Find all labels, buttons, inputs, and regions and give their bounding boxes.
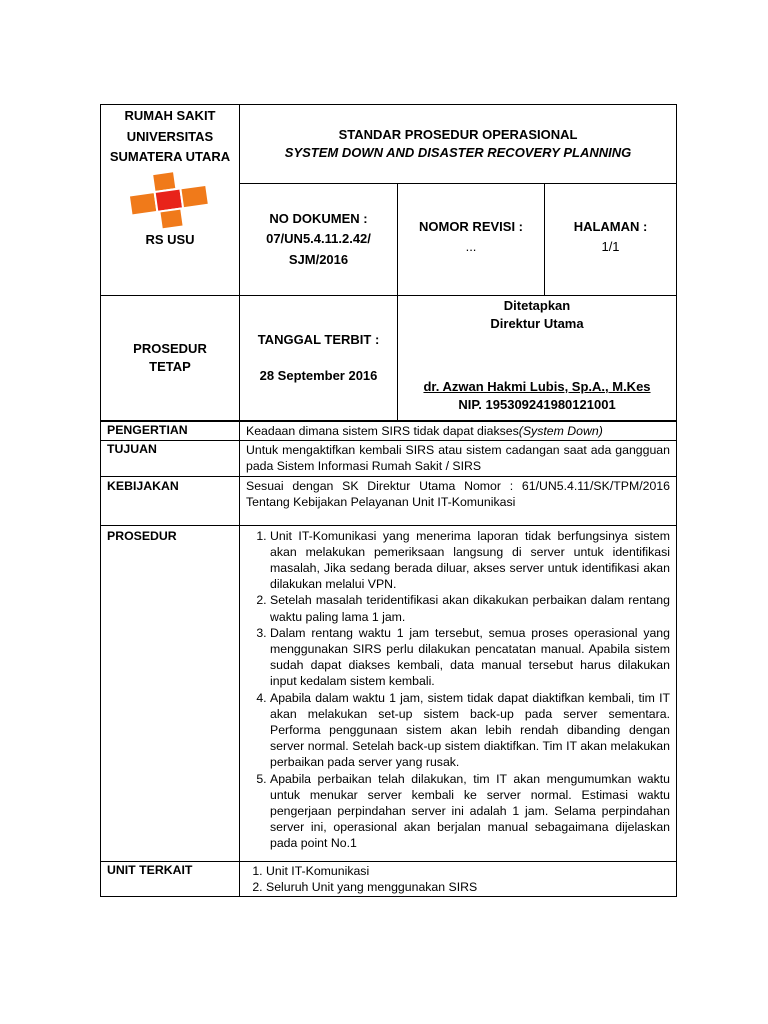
pengertian-row	[101, 422, 677, 441]
logo-label: RS USU	[145, 231, 195, 247]
revision-cell	[398, 184, 545, 296]
sop-header-table	[100, 104, 677, 296]
director-name: dr. Azwan Hakmi Lubis, Sp.A., M.Kes	[423, 379, 651, 394]
sop-body-table	[100, 421, 677, 897]
issue-date-cell	[240, 296, 398, 421]
procedure-type-label-2: TETAP	[149, 359, 191, 374]
list-item: 5. Apabila perbaikan telah dilakukan, tim IT akan mengumumkan waktu untuk menukar server kembali ke server normal. Estimasi waktu pengerjaan perpindahan server ini adalah 1 jam. Selama perpindahan server ini, operasional akan berjalan manual sebagaimana dijelaskan pada point No.1	[270, 771, 670, 852]
list-item: 2. Setelah masalah teridentifikasi akan dikakukan perbaikan dalam rentang waktu paling lama 1 jam.	[270, 592, 670, 624]
pengertian-value: Keadaan dimana sistem SIRS tidak dapat diakses(System Down)	[240, 422, 677, 441]
sop-subtitle: SYSTEM DOWN AND DISASTER RECOVERY PLANNING	[284, 145, 632, 160]
tujuan-label: TUJUAN	[101, 441, 240, 476]
list-item: 2. Seluruh Unit yang menggunakan SIRS	[266, 879, 670, 895]
list-item: 3. Dalam rentang waktu 1 jam tersebut, semua proses operasional yang menggunakan SIRS perlu dilakukan pencatatan manual. Apabila sistem sudah dapat diakses kembali, data manual tersebut harus dilakukan input kedalam sistem kembali.	[270, 625, 670, 690]
kebijakan-label: KEBIJAKAN	[101, 476, 240, 525]
set-by-label: Ditetapkan	[503, 298, 571, 313]
rs-usu-cross-logo-icon	[120, 170, 220, 230]
tujuan-value: Untuk mengaktifkan kembali SIRS atau sistem cadangan saat ada gangguan pada Sistem Informasi Rumah Sakit / SIRS	[240, 441, 677, 476]
prosedur-label: PROSEDUR	[101, 525, 240, 861]
list-item: 1. Unit IT-Komunikasi	[266, 863, 670, 879]
page-cell	[545, 184, 677, 296]
page-value: 1/1	[601, 239, 620, 254]
list-item: 1. Unit IT-Komunikasi yang menerima laporan tidak berfungsinya sistem akan melakukan pemeriksaan langsung di server untuk identifikasi masalah, Jika sedang berada diluar, akses server untuk identifikasi akan dilakukan melalui VPN.	[270, 528, 670, 593]
kebijakan-row	[101, 476, 677, 525]
procedure-type-label-1: PROSEDUR	[133, 341, 207, 356]
hospital-cell	[101, 105, 240, 296]
hospital-name: RUMAH SAKIT UNIVERSITAS SUMATERA UTARA	[109, 108, 231, 164]
tujuan-row	[101, 441, 677, 476]
prosedur-value	[240, 525, 677, 861]
approval-signature-cell	[398, 296, 677, 421]
document-number-label: NO DOKUMEN :	[269, 210, 368, 226]
document-number-value-1: 07/UN5.4.11.2.42/	[266, 231, 371, 247]
issue-date-label: TANGGAL TERBIT :	[257, 332, 380, 347]
signature-space	[398, 333, 676, 378]
document-number-value-2: SJM/2016	[288, 251, 349, 267]
prosedur-steps	[246, 528, 670, 852]
unit-terkait-value	[240, 861, 677, 896]
sop-title-cell	[240, 105, 677, 184]
revision-label: NOMOR REVISI :	[418, 219, 523, 234]
unit-terkait-row	[101, 861, 677, 896]
pengertian-label: PENGERTIAN	[101, 422, 240, 441]
sop-title: STANDAR PROSEDUR OPERASIONAL	[338, 127, 578, 142]
document-number-cell	[240, 184, 398, 296]
page-label: HALAMAN :	[573, 219, 648, 234]
unit-terkait-label: UNIT TERKAIT	[101, 861, 240, 896]
prosedur-row	[101, 525, 677, 861]
revision-value: ...	[465, 239, 477, 254]
kebijakan-value: Sesuai dengan SK Direktur Utama Nomor : 61/UN5.4.11/SK/TPM/2016 Tentang Kebijakan Pelayanan Unit IT-Komunikasi	[240, 476, 677, 525]
issue-date-value: 28 September 2016	[259, 368, 378, 383]
unit-terkait-list	[246, 863, 670, 895]
director-nip: NIP. 195309241980121001	[458, 397, 616, 412]
procedure-type-cell	[101, 296, 240, 421]
approval-table	[100, 295, 677, 421]
set-by-title: Direktur Utama	[490, 316, 584, 331]
list-item: 4. Apabila dalam waktu 1 jam, sistem tidak dapat diaktifkan kembali, tim IT akan melakukan set-up sistem back-up pada server sementara. Performa penggunaan sistem akan lebih rendah dibanding dengan server normal. Setelah back-up sistem diaktifkan. Tim IT akan melakukan perbaikan pada server yang rusak.	[270, 690, 670, 771]
